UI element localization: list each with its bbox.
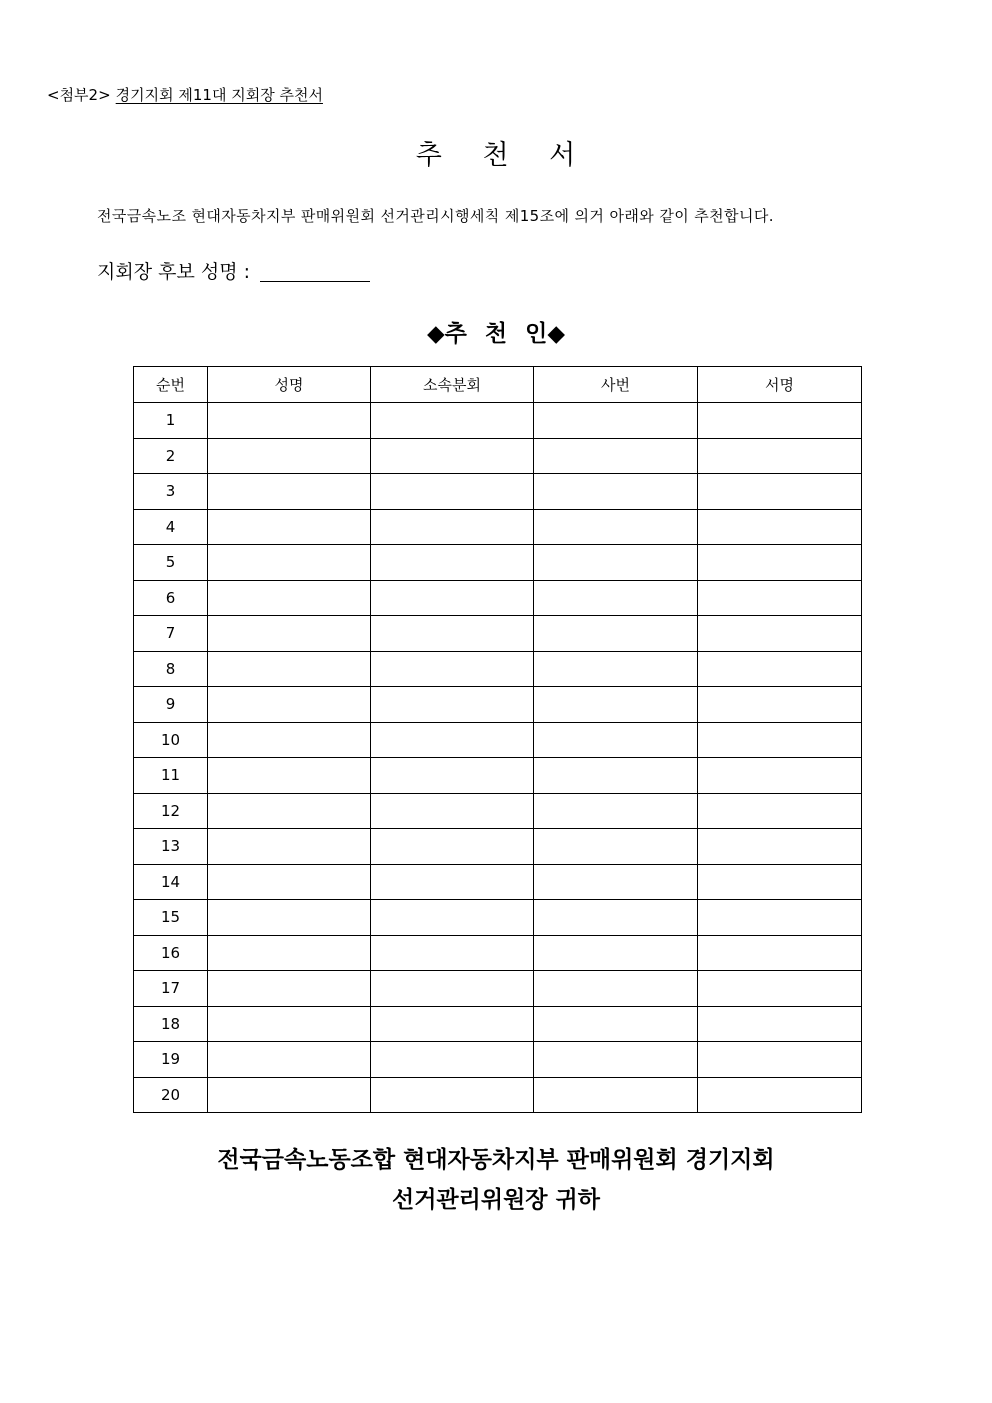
footer-organization: 전국금속노동조합 현대자동차지부 판매위원회 경기지회 xyxy=(217,1147,775,1173)
employee-id-cell[interactable] xyxy=(534,793,698,829)
employee-id-cell[interactable] xyxy=(534,829,698,865)
name-cell[interactable] xyxy=(208,403,371,439)
employee-id-cell[interactable] xyxy=(534,545,698,581)
row-number-cell: 11 xyxy=(134,758,208,794)
employee-id-cell[interactable] xyxy=(534,864,698,900)
branch-cell[interactable] xyxy=(371,1006,534,1042)
table-row xyxy=(134,1077,862,1113)
row-number-cell: 20 xyxy=(134,1077,208,1113)
row-number-cell: 10 xyxy=(134,722,208,758)
table-row xyxy=(134,616,862,652)
signature-cell[interactable] xyxy=(698,758,862,794)
name-cell[interactable] xyxy=(208,1006,371,1042)
branch-cell[interactable] xyxy=(371,829,534,865)
header-branch: 소속분회 xyxy=(371,367,534,403)
branch-cell[interactable] xyxy=(371,580,534,616)
name-cell[interactable] xyxy=(208,971,371,1007)
employee-id-cell[interactable] xyxy=(534,403,698,439)
row-number-cell: 14 xyxy=(134,864,208,900)
table-row xyxy=(134,864,862,900)
table-row xyxy=(134,900,862,936)
signature-cell[interactable] xyxy=(698,864,862,900)
employee-id-cell[interactable] xyxy=(534,758,698,794)
candidate-line xyxy=(97,257,370,284)
signature-cell[interactable] xyxy=(698,687,862,723)
name-cell[interactable] xyxy=(208,687,371,723)
table-row xyxy=(134,403,862,439)
employee-id-cell[interactable] xyxy=(534,1006,698,1042)
name-cell[interactable] xyxy=(208,509,371,545)
employee-id-cell[interactable] xyxy=(534,651,698,687)
recommenders-heading xyxy=(0,315,992,348)
employee-id-cell[interactable] xyxy=(534,687,698,723)
attachment-doc-name: 경기지회 제11대 지회장 추천서 xyxy=(115,86,323,104)
branch-cell[interactable] xyxy=(371,616,534,652)
signature-cell[interactable] xyxy=(698,580,862,616)
employee-id-cell[interactable] xyxy=(534,900,698,936)
branch-cell[interactable] xyxy=(371,1042,534,1078)
row-number-cell: 2 xyxy=(134,438,208,474)
attachment-label: <첨부2> xyxy=(47,86,111,104)
table-row xyxy=(134,687,862,723)
candidate-label: 지회장 후보 성명 : xyxy=(97,261,250,283)
employee-id-cell[interactable] xyxy=(534,474,698,510)
branch-cell[interactable] xyxy=(371,474,534,510)
name-cell[interactable] xyxy=(208,758,371,794)
table-row xyxy=(134,509,862,545)
employee-id-cell[interactable] xyxy=(534,935,698,971)
header-name: 성명 xyxy=(208,367,371,403)
signature-cell[interactable] xyxy=(698,971,862,1007)
signature-cell[interactable] xyxy=(698,651,862,687)
recommenders-heading-text: 추 천 인 xyxy=(444,321,548,347)
signature-cell[interactable] xyxy=(698,403,862,439)
signature-cell[interactable] xyxy=(698,474,862,510)
signature-cell[interactable] xyxy=(698,438,862,474)
recommenders-table xyxy=(133,366,862,1113)
branch-cell[interactable] xyxy=(371,900,534,936)
branch-cell[interactable] xyxy=(371,793,534,829)
table-row xyxy=(134,793,862,829)
table-row xyxy=(134,758,862,794)
name-cell[interactable] xyxy=(208,935,371,971)
table-row xyxy=(134,971,862,1007)
signature-cell[interactable] xyxy=(698,545,862,581)
row-number-cell: 7 xyxy=(134,616,208,652)
branch-cell[interactable] xyxy=(371,509,534,545)
signature-cell[interactable] xyxy=(698,793,862,829)
row-number-cell: 9 xyxy=(134,687,208,723)
employee-id-cell[interactable] xyxy=(534,438,698,474)
signature-cell[interactable] xyxy=(698,1006,862,1042)
branch-cell[interactable] xyxy=(371,545,534,581)
branch-cell[interactable] xyxy=(371,722,534,758)
header-number: 순번 xyxy=(134,367,208,403)
name-cell[interactable] xyxy=(208,900,371,936)
employee-id-cell[interactable] xyxy=(534,580,698,616)
footer-addressee: 선거관리위원장 귀하 xyxy=(392,1187,600,1213)
row-number-cell: 8 xyxy=(134,651,208,687)
diamond-icon-right: ◆ xyxy=(547,321,566,347)
signature-cell[interactable] xyxy=(698,722,862,758)
name-cell[interactable] xyxy=(208,545,371,581)
name-cell[interactable] xyxy=(208,722,371,758)
branch-cell[interactable] xyxy=(371,758,534,794)
table-row xyxy=(134,722,862,758)
attachment-line xyxy=(47,84,323,105)
row-number-cell: 4 xyxy=(134,509,208,545)
employee-id-cell[interactable] xyxy=(534,509,698,545)
row-number-cell: 16 xyxy=(134,935,208,971)
branch-cell[interactable] xyxy=(371,864,534,900)
signature-cell[interactable] xyxy=(698,829,862,865)
signature-cell[interactable] xyxy=(698,616,862,652)
branch-cell[interactable] xyxy=(371,687,534,723)
row-number-cell: 15 xyxy=(134,900,208,936)
row-number-cell: 5 xyxy=(134,545,208,581)
table-row xyxy=(134,829,862,865)
row-number-cell: 18 xyxy=(134,1006,208,1042)
table-body xyxy=(134,403,862,1113)
employee-id-cell[interactable] xyxy=(534,616,698,652)
table-row xyxy=(134,1006,862,1042)
name-cell[interactable] xyxy=(208,616,371,652)
name-cell[interactable] xyxy=(208,829,371,865)
name-cell[interactable] xyxy=(208,793,371,829)
signature-cell[interactable] xyxy=(698,935,862,971)
diamond-icon-left: ◆ xyxy=(426,321,445,347)
row-number-cell: 17 xyxy=(134,971,208,1007)
name-cell[interactable] xyxy=(208,1077,371,1113)
name-cell[interactable] xyxy=(208,651,371,687)
row-number-cell: 1 xyxy=(134,403,208,439)
employee-id-cell[interactable] xyxy=(534,722,698,758)
branch-cell[interactable] xyxy=(371,1077,534,1113)
branch-cell[interactable] xyxy=(371,651,534,687)
header-signature: 서명 xyxy=(698,367,862,403)
row-number-cell: 3 xyxy=(134,474,208,510)
signature-cell[interactable] xyxy=(698,1042,862,1078)
table-row xyxy=(134,474,862,510)
employee-id-cell[interactable] xyxy=(534,971,698,1007)
row-number-cell: 6 xyxy=(134,580,208,616)
branch-cell[interactable] xyxy=(371,935,534,971)
signature-cell[interactable] xyxy=(698,1077,862,1113)
name-cell[interactable] xyxy=(208,474,371,510)
branch-cell[interactable] xyxy=(371,971,534,1007)
name-cell[interactable] xyxy=(208,864,371,900)
branch-cell[interactable] xyxy=(371,403,534,439)
signature-cell[interactable] xyxy=(698,509,862,545)
row-number-cell: 19 xyxy=(134,1042,208,1078)
name-cell[interactable] xyxy=(208,580,371,616)
table-row xyxy=(134,935,862,971)
employee-id-cell[interactable] xyxy=(534,1077,698,1113)
intro-text: 전국금속노조 현대자동차지부 판매위원회 선거관리시행세칙 제15조에 의거 아래와 같이 추천합니다. xyxy=(97,207,774,225)
table-header-row xyxy=(134,367,862,403)
table-row xyxy=(134,651,862,687)
name-cell[interactable] xyxy=(208,438,371,474)
table-row xyxy=(134,545,862,581)
branch-cell[interactable] xyxy=(371,438,534,474)
header-employee-id: 사번 xyxy=(534,367,698,403)
row-number-cell: 13 xyxy=(134,829,208,865)
signature-cell[interactable] xyxy=(698,900,862,936)
table-row xyxy=(134,580,862,616)
table-row xyxy=(134,438,862,474)
table-row xyxy=(134,1042,862,1078)
name-cell[interactable] xyxy=(208,1042,371,1078)
document-title: 추 천 서 xyxy=(415,140,577,171)
candidate-name-field[interactable] xyxy=(260,261,370,282)
row-number-cell: 12 xyxy=(134,793,208,829)
employee-id-cell[interactable] xyxy=(534,1042,698,1078)
